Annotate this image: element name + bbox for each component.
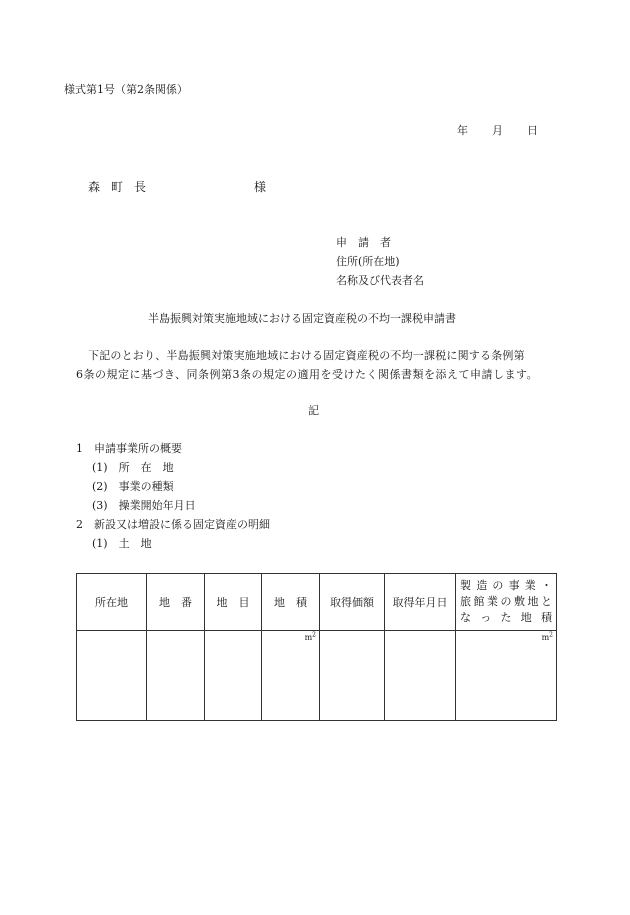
area-unit-main: m bbox=[304, 633, 313, 642]
body-line-2: 6条の規定に基づき、同条例第3条の規定の適用を受けたく関係書類を添えて申請します。 bbox=[76, 368, 539, 381]
section-1-3: (3) 操業開始年月日 bbox=[92, 499, 196, 512]
section-1: 1 申請事業所の概要 bbox=[76, 442, 182, 455]
header-lot-number: 地 番 bbox=[147, 574, 205, 631]
table-header-row bbox=[77, 574, 557, 631]
section-2: 2 新設又は増設に係る固定資産の明細 bbox=[76, 518, 270, 531]
ki-heading: 記 bbox=[308, 404, 319, 417]
header-land-category: 地 目 bbox=[205, 574, 262, 631]
date-month: 月 bbox=[492, 124, 503, 137]
area-unit-sup: 2 bbox=[312, 631, 316, 639]
cell-lot-number[interactable] bbox=[147, 631, 205, 721]
site-area-unit bbox=[456, 631, 556, 642]
cell-site-area[interactable] bbox=[456, 631, 557, 721]
land-table bbox=[76, 573, 557, 721]
header-site-area-line-3: なった地積 bbox=[460, 611, 552, 624]
cell-acquisition-date[interactable] bbox=[385, 631, 456, 721]
document-title: 半島振興対策実施地域における固定資産税の不均一課税申請書 bbox=[148, 312, 456, 325]
cell-land-category[interactable] bbox=[205, 631, 262, 721]
header-location: 所在地 bbox=[77, 574, 147, 631]
form-number: 様式第1号（第2条関係） bbox=[64, 83, 188, 96]
body-line-1: 下記のとおり、半島振興対策実施地域における固定資産税の不均一課税に関する条例第 bbox=[88, 349, 525, 362]
applicant-name-label: 名称及び代表者名 bbox=[336, 274, 424, 287]
applicant-label: 申 請 者 bbox=[336, 236, 391, 249]
section-1-1: (1) 所 在 地 bbox=[92, 461, 174, 474]
date-day: 日 bbox=[527, 124, 538, 137]
cell-acquisition-price[interactable] bbox=[320, 631, 385, 721]
addressee-name: 森 町 長 bbox=[88, 180, 150, 194]
area-unit bbox=[262, 631, 319, 642]
header-site-area-line-1: 製造の事業・ bbox=[460, 579, 552, 592]
header-acquisition-price: 取得価額 bbox=[320, 574, 385, 631]
table-row bbox=[77, 631, 557, 721]
cell-location[interactable] bbox=[77, 631, 147, 721]
site-area-unit-main: m bbox=[541, 633, 550, 642]
header-site-area-line-2: 旅館業の敷地と bbox=[460, 595, 552, 608]
header-acquisition-date: 取得年月日 bbox=[385, 574, 456, 631]
header-area: 地 積 bbox=[262, 574, 320, 631]
section-1-2: (2) 事業の種類 bbox=[92, 480, 174, 493]
addressee-honorific: 様 bbox=[254, 180, 267, 194]
date-year: 年 bbox=[457, 124, 468, 137]
header-site-area bbox=[456, 574, 557, 631]
section-2-1: (1) 土 地 bbox=[92, 537, 152, 550]
applicant-address-label: 住所(所在地) bbox=[336, 255, 400, 268]
site-area-unit-sup: 2 bbox=[549, 631, 553, 639]
cell-area[interactable] bbox=[262, 631, 320, 721]
